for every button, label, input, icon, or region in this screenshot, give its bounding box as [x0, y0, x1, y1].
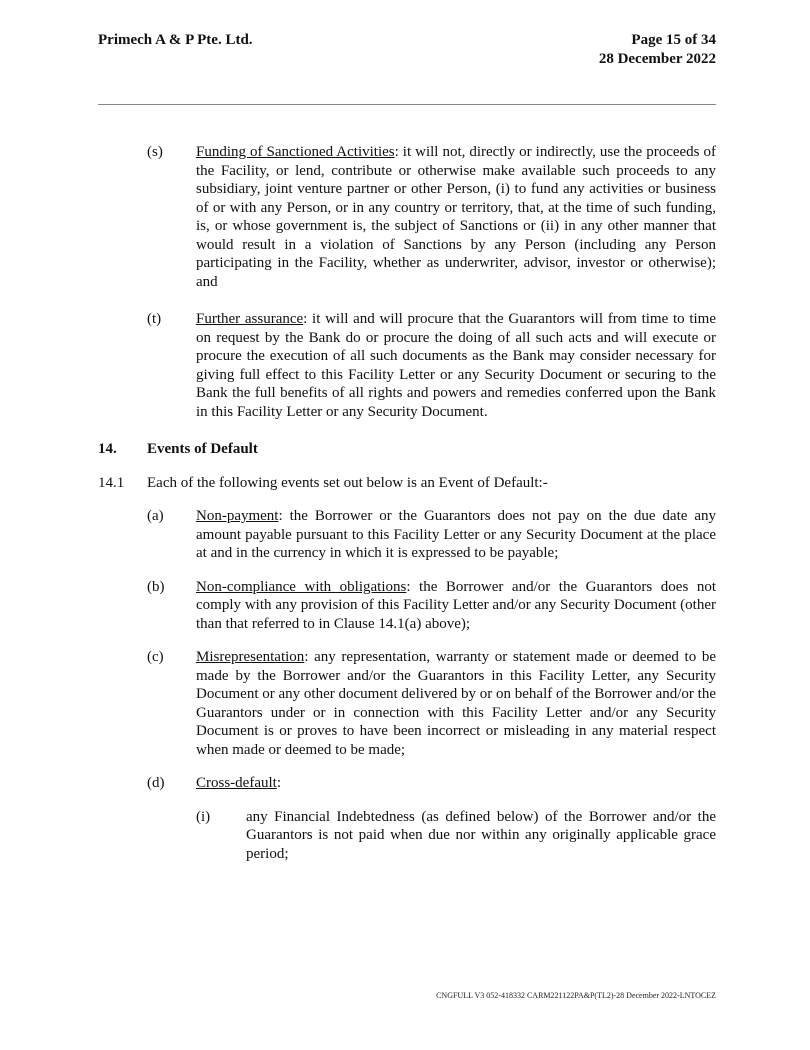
clause-text [0, 310, 716, 421]
clause-d-i [0, 808, 810, 864]
header-divider [98, 104, 716, 105]
section-14-heading [0, 440, 810, 459]
clause-b [0, 578, 810, 634]
clause-text [0, 143, 716, 291]
document-body [0, 143, 810, 878]
clause-text [0, 648, 716, 759]
clause-label: (a) [147, 508, 164, 524]
clause-body: : the Borrower and/or the Guarantors does not comply with any provision of this Facility Letter and/or any Security Document (other than that referred to in Clause 14.1(a) above); [196, 578, 716, 632]
clause-text [0, 578, 716, 634]
clause-c [0, 648, 810, 759]
clause-title: Funding of Sanctioned Activities [196, 144, 395, 160]
footer-reference: CNGFULL V3 052-418332 CARM221122PA&P(TL2)-28 December 2022-LNTOCEZ [436, 991, 716, 1000]
clause-label: (i) [196, 808, 211, 825]
clause-body: : any representation, warranty or statement made or deemed to be made by the Borrower and/or the Guarantors in this Facility Letter, any Security Document or any other document delivered by or on behalf of the Borrower and/or the Guarantors under or in connection with this Facility Letter and/or any Security Document is or proves to have been incorrect or misleading in any material respect when made or deemed to be made; [196, 649, 716, 758]
clause-label: (s) [147, 144, 163, 160]
header-right [599, 31, 716, 68]
clause-title: Misrepresentation [196, 649, 305, 665]
clause-a [0, 507, 810, 563]
clause-body: Each of the following events set out below is an Event of Default:- [147, 474, 548, 491]
clause-label: (b) [147, 578, 165, 595]
header-date: 28 December 2022 [598, 50, 716, 67]
clause-14-1 [0, 474, 810, 493]
clause-text [0, 774, 716, 793]
clause-s [0, 143, 810, 291]
clause-label: (d) [147, 775, 165, 791]
clause-body: : it will and will procure that the Guarantors will from time to time on request by the Bank do or procure the doing of all such acts and will execute or procure the execution of all such documents as the Bank may consider necessary for giving full effect to this Facility Letter or any Security Document or securing to the Bank the full benefits of all rights and powers and remedies conferred upon the Bank in this Facility Letter or any Security Document. [196, 311, 716, 420]
clause-title: Further assurance [196, 311, 304, 327]
clause-body: : [276, 775, 281, 791]
clause-body: : the Borrower or the Guarantors does not pay on the due date any amount payable pursuant to this Facility Letter or any Security Document at the place at and in the currency in which it is expressed to be payable; [196, 508, 716, 561]
clause-title: Non-payment [196, 508, 279, 524]
clause-t [0, 310, 810, 421]
page-number: Page 15 of 34 [631, 32, 716, 48]
clause-body: : it will not, directly or indirectly, use the proceeds of the Facility, or lend, contribute or otherwise make available such proceeds to any subsidiary, joint venture partner or other Person, (i) to fund any activities or business of or with any Person, or in any country or territory, that, at the time of such funding, is, or whose government is, the subject of Sanctions or (ii) in any other manner that would result in a violation of Sanctions by any Person (including any Person participating in the Facility, whether as underwriter, advisor, investor or otherwise); and [196, 144, 716, 290]
clause-title: Non-compliance with obligations [196, 578, 407, 595]
clause-label: (c) [147, 649, 164, 665]
clause-body: any Financial Indebtedness (as defined below) of the Borrower and/or the Guarantors is not paid when due nor within any originally applicable grace period; [246, 808, 716, 862]
section-number: 14. [98, 441, 117, 457]
clause-title: Cross-default [196, 775, 277, 791]
clause-label: (t) [147, 311, 162, 327]
clause-text [0, 507, 716, 563]
clause-label: 14.1 [98, 474, 125, 491]
clause-d [0, 774, 810, 793]
section-title: Events of Default [147, 441, 258, 457]
header-company: Primech A & P Pte. Ltd. [98, 32, 253, 48]
